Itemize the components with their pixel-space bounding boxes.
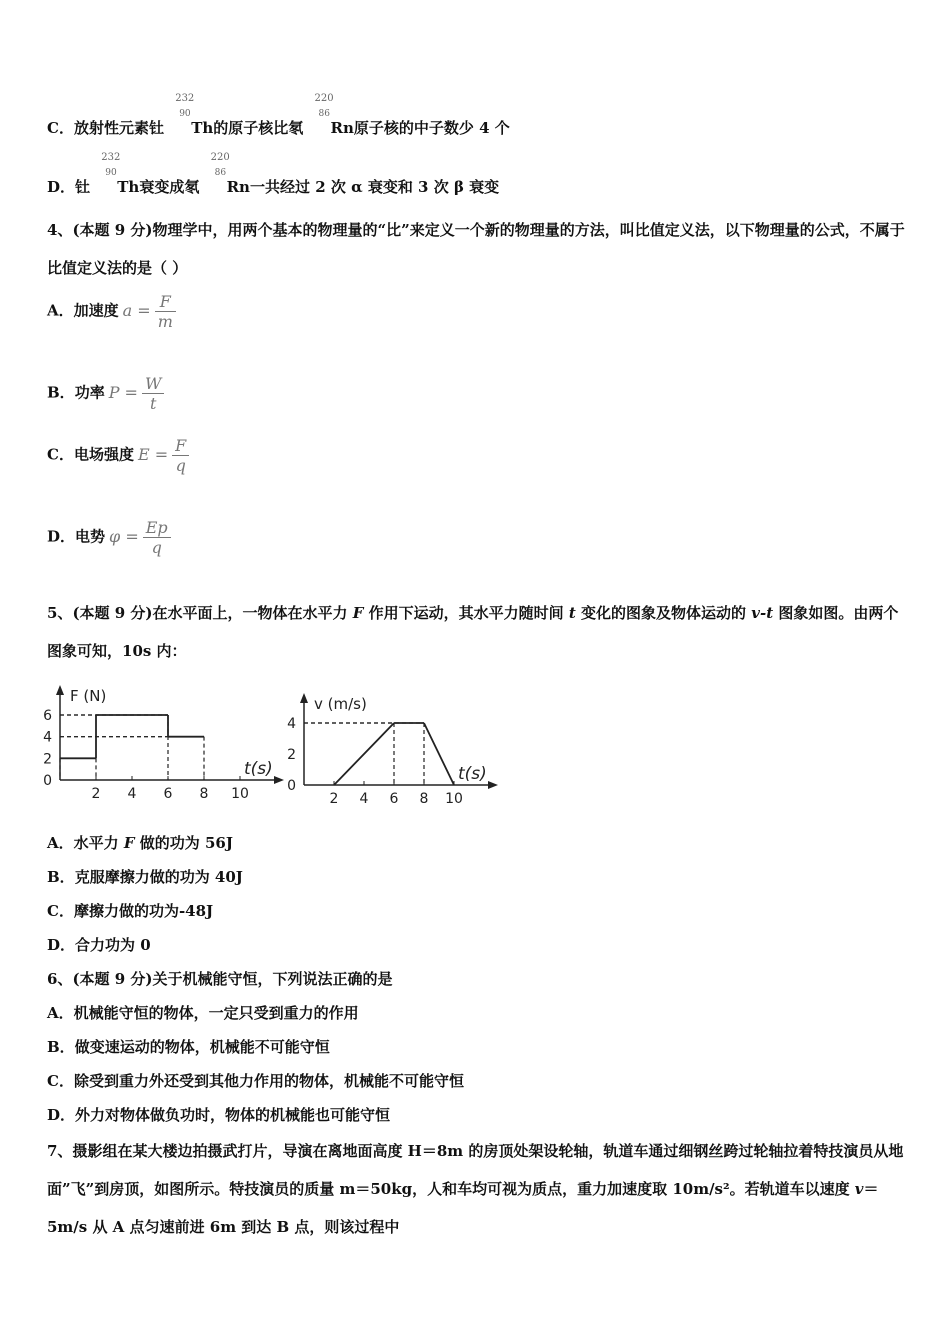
x-tick-label: 8: [199, 786, 209, 802]
element-symbol: Rn: [330, 119, 354, 137]
question-number: 4、: [47, 221, 73, 239]
nuclide-rn: [205, 152, 230, 192]
x-tick-label: 2: [91, 786, 101, 802]
nuclide-rn: [309, 93, 334, 133]
option-label: D．: [47, 178, 76, 196]
element-symbol: Th: [191, 119, 214, 137]
option-text: 电场强度: [73, 445, 134, 464]
fraction-denominator: m: [157, 312, 173, 331]
x-tick-label: 4: [359, 791, 369, 807]
x-tick-label: 4: [127, 786, 137, 802]
formula-lhs: φ =: [109, 526, 139, 546]
option-text: 做变速运动的物体，机械能不可能守恒: [74, 1038, 330, 1056]
element-symbol: Rn: [226, 178, 250, 196]
force-time-chart: [43, 675, 277, 810]
nuclide-th: [169, 93, 195, 133]
option-text: 加速度: [73, 301, 119, 320]
y-tick-label: 2: [43, 751, 52, 768]
q7-stem: [47, 1132, 907, 1246]
q5-option-c: [47, 900, 213, 921]
fraction-denominator: t: [149, 394, 157, 413]
q5-option-d: [47, 934, 151, 955]
formula-lhs: P =: [108, 382, 138, 402]
x-tick-label: 8: [419, 791, 429, 807]
option-label: B．: [47, 868, 75, 886]
fraction-denominator: q: [175, 456, 186, 475]
symbol-f: F: [123, 834, 135, 852]
option-text: 机械能守恒的物体，一定只受到重力的作用: [73, 1004, 359, 1022]
option-text: 摩擦力做的功为-48J: [73, 902, 214, 920]
q5-stem: [47, 594, 907, 670]
y-tick-label: 0: [287, 778, 296, 794]
option-text: 原子核的中子数少 4 个: [353, 119, 510, 137]
question-text: (本题 9 分)关于机械能守恒，下列说法正确的是: [72, 970, 393, 988]
y-axis-arrow: [56, 685, 64, 695]
question-number: 7、: [47, 1142, 73, 1160]
option-label: C．: [47, 1072, 74, 1090]
mass-number: 220: [314, 93, 334, 104]
option-text: 水平力: [73, 834, 124, 852]
symbol-t: t: [568, 604, 576, 622]
option-label: A．: [47, 301, 74, 320]
mass-number: 232: [101, 152, 121, 163]
q3-option-c: [47, 93, 510, 138]
option-text: 电势: [75, 527, 106, 546]
symbol-v: v: [854, 1180, 864, 1198]
y-tick-label: 6: [43, 708, 52, 724]
x-tick-label: 6: [389, 791, 399, 807]
atomic-number: 86: [318, 109, 330, 119]
option-label: D．: [47, 527, 76, 546]
question-text: (本题 9 分)在水平面上，一物体在水平力: [72, 604, 353, 622]
series-segment: [334, 723, 394, 785]
question-text: 摄影组在某大楼边拍摄武打片，导演在离地面高度 H＝8m 的房顶处架设轮轴，轨道车通过细钢丝跨过轮轴拉着特技演员从地面”飞”到房顶，如图所示。特技演员的质量 m＝50kg，人和车均可视为质点，重力加速度取 10m/s²。若轨道车以速度: [47, 1142, 904, 1198]
formula-lhs: a =: [122, 300, 151, 320]
q6-option-d: [47, 1104, 390, 1125]
question-number: 6、: [47, 970, 73, 988]
mass-number: 232: [175, 93, 195, 104]
q3-option-d: [47, 152, 500, 197]
series-segment: [424, 723, 454, 785]
q4-option-d: [47, 518, 171, 557]
x-tick-label: 6: [163, 786, 173, 802]
option-text: 克服摩擦力做的功为 40J: [74, 868, 243, 886]
atomic-number: 90: [105, 168, 117, 178]
option-text: 放射性元素钍: [73, 119, 164, 137]
x-axis-label: t(s): [244, 759, 273, 779]
q6-option-c: [47, 1070, 464, 1091]
symbol-vt: v-t: [751, 604, 774, 622]
q4-option-b: [47, 374, 164, 413]
question-text: 图象如图。由两个图象可知，10s 内：: [47, 604, 899, 660]
mass-number: 220: [210, 152, 230, 163]
fraction-numerator: F: [155, 292, 176, 312]
option-label: B．: [47, 1038, 75, 1056]
y-tick-label: 4: [43, 729, 52, 746]
option-label: C．: [47, 902, 74, 920]
question-text: 变化的图象及物体运动的: [575, 604, 752, 622]
fraction-denominator: q: [151, 538, 162, 557]
question-text: (本题 9 分)物理学中，用两个基本的物理量的“比”来定义一个新的物理量的方法，叫比值定义法，以下物理量的公式，不属于比值定义法的是（ ）: [47, 221, 905, 277]
question-number: 5、: [47, 604, 73, 622]
nuclide-th: [95, 152, 121, 192]
q6-option-b: [47, 1036, 330, 1057]
symbol-f: F: [352, 604, 364, 622]
y-axis-arrow: [300, 693, 308, 703]
q6-option-a: [47, 1002, 359, 1023]
option-text: 功率: [74, 383, 105, 402]
y-tick-label: 0: [43, 773, 52, 789]
option-label: C．: [47, 445, 74, 464]
x-tick-label: 2: [329, 791, 339, 807]
y-tick-label: 4: [287, 716, 296, 732]
option-text: 衰变成氡: [139, 178, 200, 196]
option-text: 的原子核比氡: [213, 119, 304, 137]
velocity-time-chart: [282, 680, 517, 815]
formula-fraction: [172, 436, 189, 475]
atomic-number: 86: [214, 168, 227, 178]
x-axis-label: t(s): [458, 764, 487, 784]
q5-option-a: [47, 832, 233, 853]
q4-option-c: [47, 436, 189, 475]
x-tick-label: 10: [231, 786, 249, 802]
option-label: D．: [47, 1106, 76, 1124]
option-label: A．: [47, 834, 74, 852]
option-label: B．: [47, 383, 75, 402]
q4-stem: [47, 211, 907, 287]
q4-option-a: [47, 292, 176, 331]
formula-fraction: [155, 292, 176, 331]
q6-stem: [47, 968, 393, 989]
option-label: D．: [47, 936, 76, 954]
option-text: 合力功为 0: [75, 936, 151, 954]
element-symbol: Th: [117, 178, 140, 196]
question-text: ＝5m/s 从 A 点匀速前进 6m 到达 B 点，则该过程中: [47, 1180, 879, 1236]
question-text: 作用下运动，其水平力随时间: [363, 604, 569, 622]
atomic-number: 90: [179, 109, 191, 119]
option-label: C．: [47, 119, 74, 137]
option-text: 一共经过 2 次 α 衰变和 3 次 β 衰变: [249, 178, 500, 196]
option-text: 除受到重力外还受到其他力作用的物体，机械能不可能守恒: [73, 1072, 464, 1090]
option-label: A．: [47, 1004, 74, 1022]
y-axis-label: F (N): [70, 687, 107, 705]
option-text: 外力对物体做负功时，物体的机械能也可能守恒: [75, 1106, 391, 1124]
fraction-numerator: Ep: [143, 518, 171, 538]
formula-fraction: [142, 374, 164, 413]
option-text: 钍: [75, 178, 91, 196]
x-axis-arrow: [488, 781, 498, 789]
y-tick-label: 2: [287, 747, 296, 763]
option-text: 做的功为 56J: [134, 834, 233, 852]
q5-option-b: [47, 866, 243, 887]
y-axis-label: v (m/s): [314, 695, 367, 713]
formula-lhs: E =: [137, 444, 169, 464]
fraction-numerator: F: [172, 436, 189, 456]
fraction-numerator: W: [142, 374, 164, 394]
x-tick-label: 10: [445, 791, 463, 807]
formula-fraction: [143, 518, 171, 557]
